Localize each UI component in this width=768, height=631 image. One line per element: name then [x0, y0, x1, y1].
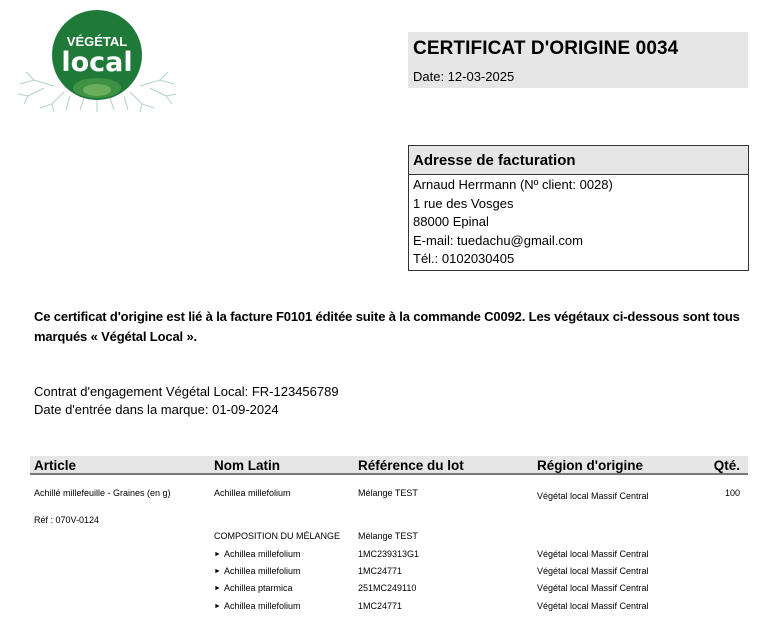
item-reference: Réf : 070V-0124 — [34, 515, 100, 525]
component-latin: ► Achillea millefolium — [214, 566, 301, 576]
logo-text-vegetal: VÉGÉTAL — [66, 34, 128, 49]
bullet-triangle-icon: ► — [214, 585, 221, 592]
component-region: Végétal local Massif Central — [537, 549, 649, 559]
certificate-header — [408, 32, 748, 88]
item-latin: Achillea millefolium — [214, 488, 291, 498]
bullet-triangle-icon: ► — [214, 568, 221, 575]
logo-graphic — [14, 8, 180, 112]
brand-entry-date: Date d'entrée dans la marque: 01-09-2024 — [34, 402, 279, 417]
component-region: Végétal local Massif Central — [537, 601, 649, 611]
header-latin-name: Nom Latin — [214, 458, 280, 473]
component-lot: 251MC249110 — [358, 583, 417, 593]
component-region: Végétal local Massif Central — [537, 583, 649, 593]
bullet-triangle-icon: ► — [214, 551, 221, 558]
vegetal-local-logo — [14, 8, 180, 112]
component-lot: 1MC24771 — [358, 566, 403, 576]
component-latin: ► Achillea ptarmica — [214, 583, 293, 593]
billing-email: E-mail: tuedachu@gmail.com — [413, 232, 583, 248]
bullet-triangle-icon: ► — [214, 603, 221, 610]
header-article: Article — [34, 458, 77, 473]
header-quantity: Qté. — [713, 458, 740, 473]
certificate-date: Date: 12-03-2025 — [413, 69, 515, 84]
item-region: Végétal local Massif Central — [537, 491, 649, 501]
composition-label: COMPOSITION DU MÉLANGE — [214, 531, 341, 541]
component-lot: 1MC239313G1 — [358, 549, 420, 559]
billing-phone: Tél.: 0102030405 — [413, 251, 515, 267]
item-quantity: 100 — [724, 488, 740, 498]
intro-paragraph: Ce certificat d'origine est lié à la facture F0101 éditée suite à la commande C0092. Les végétaux ci-dessous sont tous marqués « Végétal Local ». — [34, 309, 740, 344]
billing-name: Arnaud Herrmann (Nº client: 0028) — [413, 177, 613, 192]
certificate-title: CERTIFICAT D'ORIGINE 0034 — [413, 38, 679, 59]
logo-text-local: local — [61, 47, 133, 78]
header-origin-region: Région d'origine — [537, 458, 643, 473]
item-article: Achillé millefeuille - Graines (en g) — [34, 488, 171, 498]
billing-heading: Adresse de facturation — [409, 146, 748, 175]
header-lot-reference: Référence du lot — [358, 458, 464, 473]
contract-number: Contrat d'engagement Végétal Local: FR-123456789 — [34, 384, 339, 399]
table-header — [30, 456, 748, 475]
component-lot: 1MC24771 — [358, 601, 403, 611]
component-latin: ► Achillea millefolium — [214, 601, 301, 611]
component-latin: ► Achillea millefolium — [214, 549, 301, 559]
item-lot: Mélange TEST — [358, 488, 418, 498]
contract-info — [34, 383, 339, 419]
billing-address-box — [408, 145, 749, 271]
billing-street: 1 rue des Vosges — [413, 195, 514, 211]
component-region: Végétal local Massif Central — [537, 566, 649, 576]
billing-city: 88000 Epinal — [413, 214, 489, 230]
composition-lot: Mélange TEST — [358, 531, 418, 541]
articles-table — [30, 456, 748, 611]
